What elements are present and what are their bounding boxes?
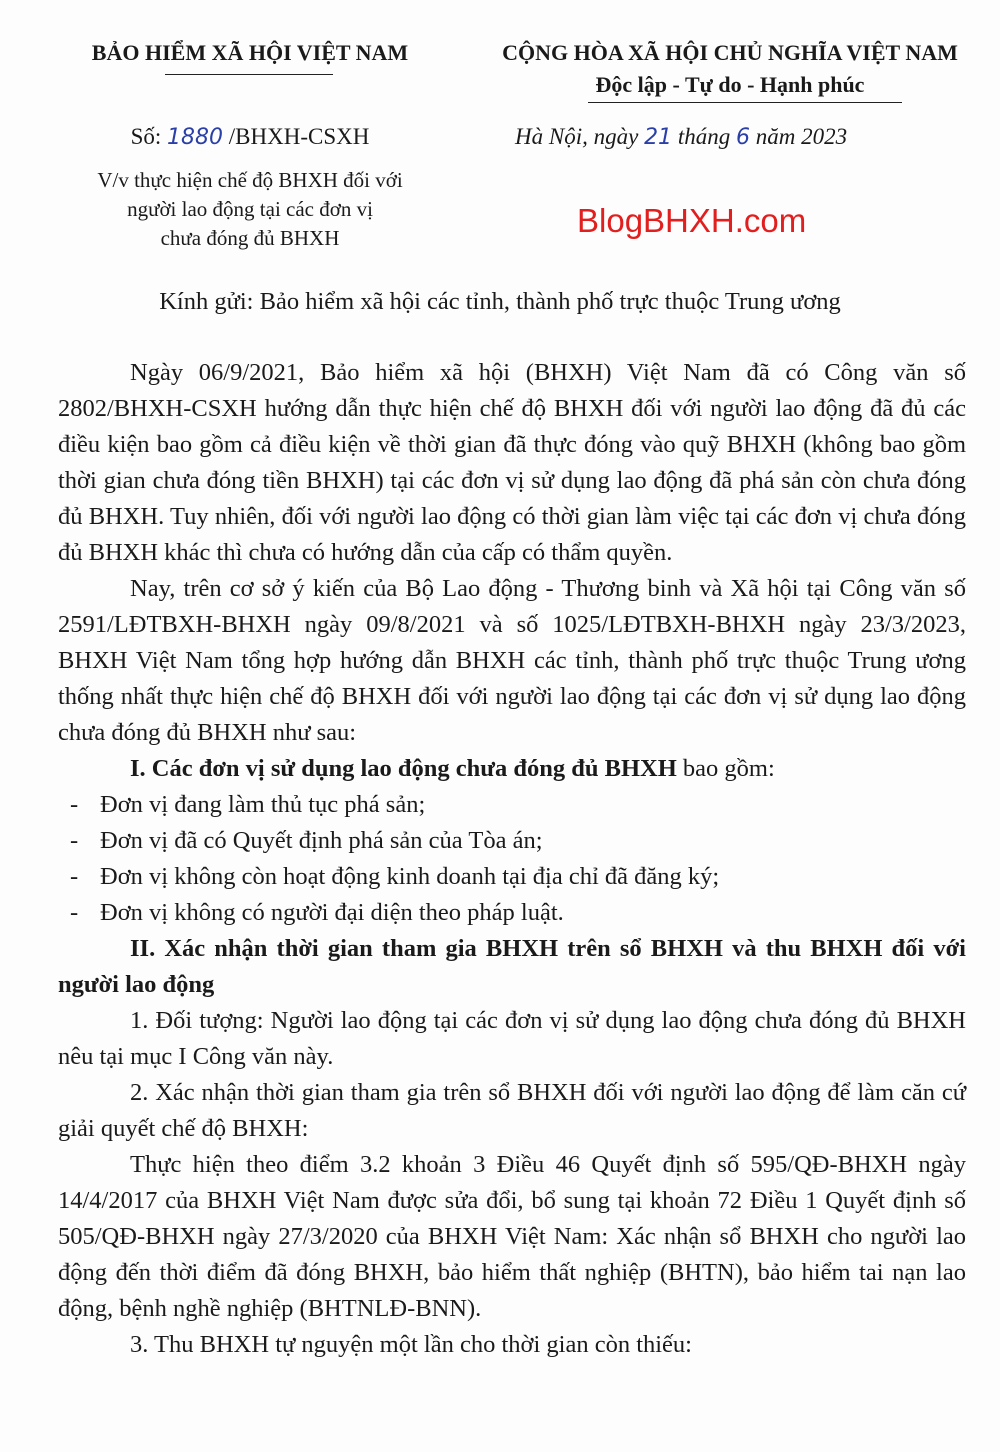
paragraph: 3. Thu BHXH tự nguyện một lần cho thời gian còn thiếu: [130, 1331, 692, 1358]
list-item-text: Đơn vị không còn hoạt động kinh doanh tại địa chỉ đã đăng ký; [100, 863, 720, 890]
list-item-text: Đơn vị đang làm thủ tục phá sản; [100, 791, 426, 818]
agency-name: BẢO HIỂM XÃ HỘI VIỆT NAM [91, 40, 409, 65]
national-motto: Độc lập - Tự do - Hạnh phúc [595, 72, 865, 97]
paragraph: 2. Xác nhận thời gian tham gia trên sổ BHXH đối với người lao động để làm căn cứ giải quyết chế độ BHXH: [58, 1079, 966, 1142]
blog-watermark: BlogBHXH.com [577, 202, 807, 239]
document-body [58, 355, 966, 1363]
number-handwritten: 1880 [167, 125, 224, 150]
section-heading [58, 751, 966, 787]
date-month-word: tháng [677, 124, 731, 149]
date-month: 6 [735, 125, 750, 150]
list-item-text: Đơn vị không có người đại diện theo pháp luật. [100, 899, 564, 926]
subject-line: chưa đóng đủ BHXH [160, 226, 340, 250]
issue-date [515, 124, 847, 150]
list-item [58, 787, 966, 823]
date-day: 21 [644, 125, 673, 150]
list-item [58, 895, 966, 931]
recipient-line: Kính gửi: Bảo hiểm xã hội các tỉnh, thành phố trực thuộc Trung ương [159, 288, 841, 315]
paragraph: Ngày 06/9/2021, Bảo hiểm xã hội (BHXH) Việt Nam đã có Công văn số 2802/BHXH-CSXH hướng dẫn thực hiện chế độ BHXH đối với người lao động đã đủ các điều kiện bao gồm cả điều kiện về thời gian đã thực đóng vào quỹ BHXH (không bao gồm thời gian chưa đóng tiền BHXH) tại các đơn vị sử dụng lao động đã phá sản còn chưa đóng đủ BHXH. Tuy nhiên, đối với người lao động có thời gian làm việc tại các đơn vị chưa đóng đủ BHXH khác thì chưa có hướng dẫn của cấp có thẩm quyền. [58, 359, 966, 566]
list-item [58, 859, 966, 895]
agency-underline [165, 74, 333, 75]
list-item-text: Đơn vị đã có Quyết định phá sản của Tòa án; [100, 827, 543, 854]
date-year: năm 2023 [755, 124, 848, 149]
number-prefix: Số: [130, 124, 162, 149]
paragraph: Thực hiện theo điểm 3.2 khoản 3 Điều 46 Quyết định số 595/QĐ-BHXH ngày 14/4/2017 của BHXH Việt Nam được sửa đổi, bổ sung tại khoản 72 Điều 1 Quyết định số 505/QĐ-BHXH ngày 27/3/2020 của BHXH Việt Nam: Xác nhận sổ BHXH cho người lao động đến thời điểm đã đóng BHXH, bảo hiểm thất nghiệp (BHTN), bảo hiểm tai nạn lao động, bệnh nghề nghiệp (BHTNLĐ-BNN). [58, 1151, 966, 1322]
subject-block [40, 166, 460, 253]
subject-line: người lao động tại các đơn vị [127, 197, 373, 221]
section-heading-bold: I. Các đơn vị sử dụng lao động chưa đóng đủ BHXH [130, 755, 677, 782]
subject-line: V/v thực hiện chế độ BHXH đối với [97, 168, 403, 192]
motto-underline [588, 102, 902, 103]
section-heading: II. Xác nhận thời gian tham gia BHXH trên sổ BHXH và thu BHXH đối với người lao động [58, 935, 966, 998]
document-number [40, 124, 460, 150]
bullet-dash: - [70, 863, 79, 890]
paragraph: Nay, trên cơ sở ý kiến của Bộ Lao động - Thương binh và Xã hội tại Công văn số 2591/LĐTBXH-BHXH ngày 09/8/2021 và số 1025/LĐTBXH-BHXH ngày 23/3/2023, BHXH Việt Nam tổng hợp hướng dẫn BHXH các tỉnh, thành phố trực thuộc Trung ương thống nhất thực hiện chế độ BHXH đối với người lao động tại các đơn vị sử dụng lao động chưa đóng đủ BHXH như sau: [58, 575, 966, 746]
list-item [58, 823, 966, 859]
nation-title: CỘNG HÒA XÃ HỘI CHỦ NGHĨA VIỆT NAM [502, 40, 958, 65]
bullet-dash: - [70, 791, 79, 818]
bullet-dash: - [70, 827, 79, 854]
paragraph: 1. Đối tượng: Người lao động tại các đơn vị sử dụng lao động chưa đóng đủ BHXH nêu tại mục I Công văn này. [58, 1007, 966, 1070]
date-prefix: Hà Nội, ngày [515, 124, 639, 149]
section-heading-rest: bao gồm: [676, 755, 775, 782]
bullet-dash: - [70, 899, 79, 926]
number-suffix: /BHXH-CSXH [228, 124, 370, 149]
